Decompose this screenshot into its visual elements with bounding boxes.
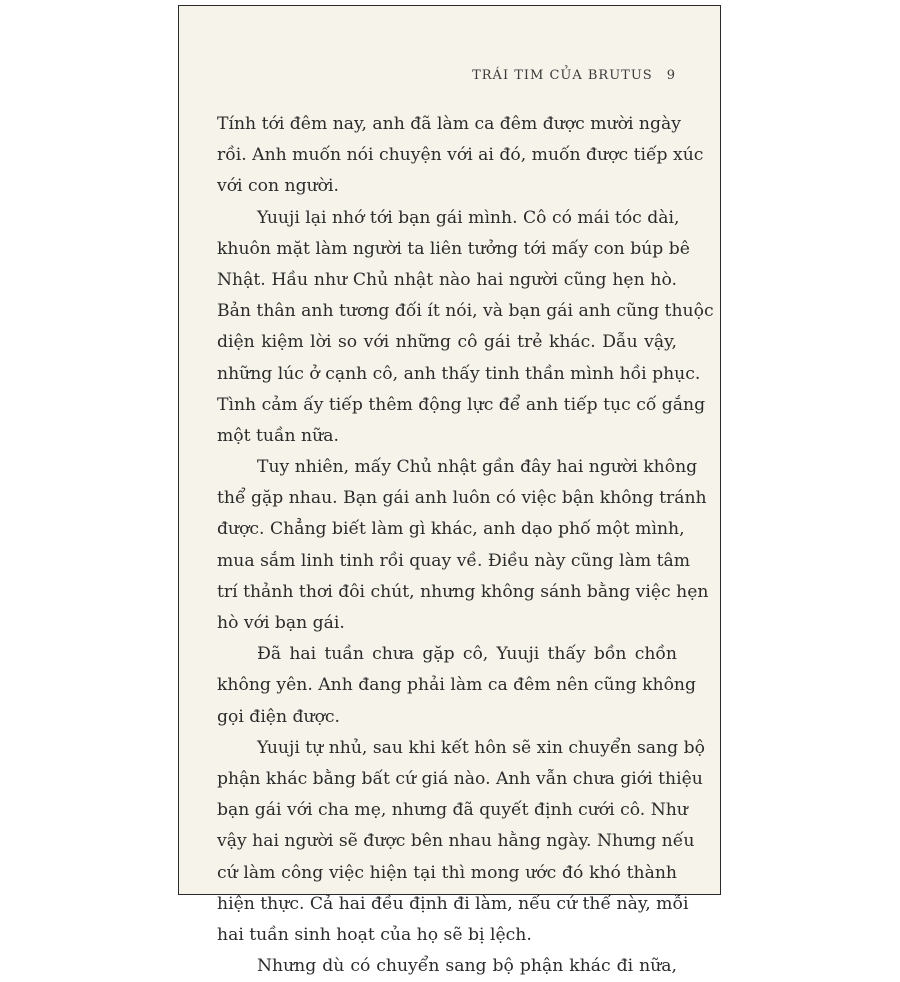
page-number: 9 — [666, 68, 675, 83]
text-line: gọi điện được. — [217, 706, 341, 727]
text-line: Tuy nhiên, mấy Chủ nhật gần đây hai người không — [257, 457, 698, 478]
text-line: Tính tới đêm nay, anh đã làm ca đêm được mười ngày — [217, 114, 681, 134]
text-line: hiện thực. Cả hai đều định đi làm, nếu cứ thế này, mỗi — [217, 893, 689, 914]
text-line: được. Chẳng biết làm gì khác, anh dạo phố một mình, — [217, 519, 685, 540]
text-line: một tuần nữa. — [217, 425, 339, 446]
text-line: hai tuần sinh hoạt của họ sẽ bị lệch. — [217, 924, 532, 945]
text-line: thể gặp nhau. Bạn gái anh luôn có việc bận không tránh — [217, 488, 707, 509]
text-line: những lúc ở cạnh cô, anh thấy tinh thần mình hồi phục. — [217, 363, 701, 384]
text-line: Đã hai tuần chưa gặp cô, Yuuji thấy bồn chồn — [257, 644, 677, 665]
text-line: Yuuji lại nhớ tới bạn gái mình. Cô có mái tóc dài, — [257, 207, 680, 228]
text-line: diện kiệm lời so với những cô gái trẻ khác. Dẫu vậy, — [217, 332, 677, 353]
text-line: khuôn mặt làm người ta liên tưởng tới mấy con búp bê — [217, 238, 690, 259]
text-line: vậy hai người sẽ được bên nhau hằng ngày. Nhưng nếu — [217, 831, 695, 852]
text-line: Nhật. Hầu như Chủ nhật nào hai người cũng hẹn hò. — [217, 269, 677, 290]
text-line: hò với bạn gái. — [217, 613, 345, 633]
book-title: TRÁI TIM CỦA BRUTUS — [472, 68, 653, 83]
text-line: Tình cảm ấy tiếp thêm động lực để anh tiếp tục cố gắng — [217, 394, 706, 415]
text-line: với con người. — [217, 176, 339, 197]
text-line: cứ làm công việc hiện tại thì mong ước đó khó thành — [217, 862, 677, 883]
text-line: Yuuji tự nhủ, sau khi kết hôn sẽ xin chuyển sang bộ — [257, 737, 705, 758]
text-line: không yên. Anh đang phải làm ca đêm nên cũng không — [217, 675, 697, 696]
text-line: Nhưng dù có chuyển sang bộ phận khác đi nữa, — [257, 956, 677, 977]
text-line: phận khác bằng bất cứ giá nào. Anh vẫn chưa giới thiệu — [217, 768, 703, 789]
book-page — [178, 5, 721, 977]
text-line: bạn gái với cha mẹ, nhưng đã quyết định cưới cô. Như — [217, 800, 688, 821]
running-header — [472, 68, 675, 83]
text-line: Bản thân anh tương đối ít nói, và bạn gái anh cũng thuộc — [217, 301, 714, 322]
text-line: trí thảnh thơi đôi chút, nhưng không sánh bằng việc hẹn — [217, 581, 709, 602]
body-text — [217, 109, 714, 982]
text-line: rồi. Anh muốn nói chuyện với ai đó, muốn được tiếp xúc — [217, 145, 704, 166]
text-line: mua sắm linh tinh rồi quay về. Điều này cũng làm tâm — [217, 550, 691, 571]
